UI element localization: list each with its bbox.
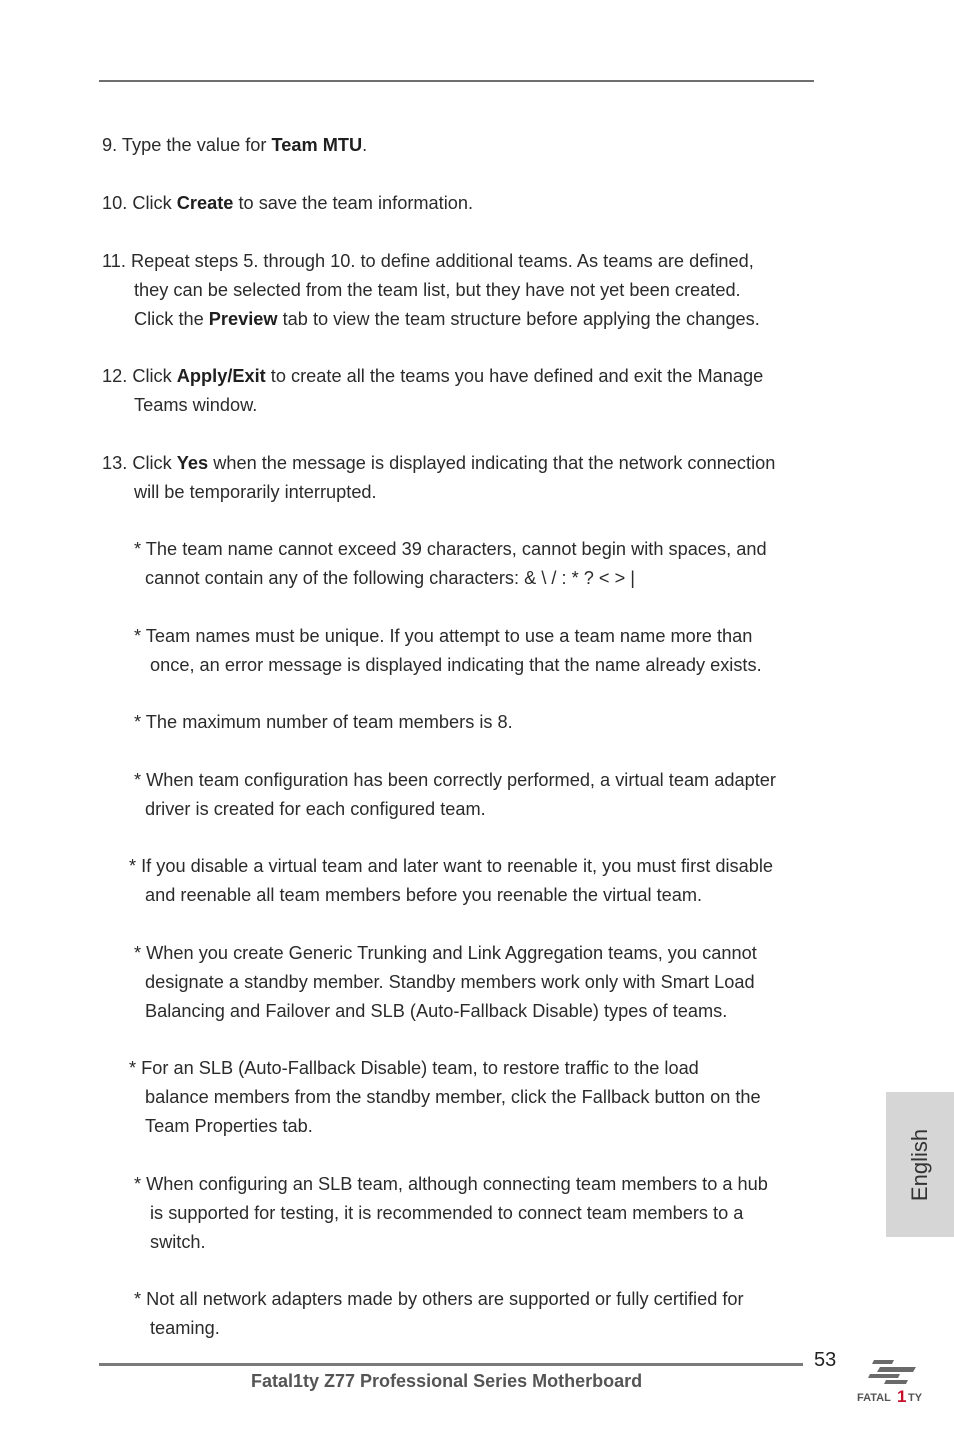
- top-rule: [99, 80, 814, 82]
- instruction-text: to save the team information.: [233, 193, 474, 213]
- note: [0, 535, 830, 593]
- note-line: * When team configuration has been correctly performed, a virtual team adapter: [134, 770, 776, 790]
- note: [0, 622, 830, 680]
- note-line: cannot contain any of the following characters: & \ / : * ? < > |: [145, 568, 636, 588]
- note-line: and reenable all team members before you reenable the virtual team.: [145, 885, 703, 905]
- note: [0, 852, 830, 910]
- instruction-line: [0, 391, 830, 420]
- instruction-line: [0, 449, 830, 478]
- ui-term: Apply/Exit: [176, 366, 266, 386]
- note-line: driver is created for each configured team.: [145, 799, 486, 819]
- note-line: switch.: [150, 1232, 206, 1252]
- instruction-text: to create all the teams you have defined and exit the Manage: [265, 366, 764, 386]
- fatal1ty-logo-icon: [856, 1354, 930, 1406]
- note-line: once, an error message is displayed indicating that the name already exists.: [150, 655, 762, 675]
- note: [0, 766, 830, 824]
- instruction-line: [0, 305, 830, 334]
- note-line: * When configuring an SLB team, although connecting team members to a hub: [134, 1174, 768, 1194]
- footer-title: Fatal1ty Z77 Professional Series Motherboard: [251, 1371, 643, 1391]
- note-line: is supported for testing, it is recommended to connect team members to a: [150, 1203, 744, 1223]
- instruction-step: [0, 247, 830, 334]
- instruction-line: [0, 247, 830, 276]
- note-line: * When you create Generic Trunking and Link Aggregation teams, you cannot: [134, 943, 757, 963]
- note: [0, 1170, 830, 1257]
- instruction-text: 13. Click: [102, 453, 177, 473]
- logo-text-right: TY: [908, 1392, 923, 1404]
- language-tab-label: English: [907, 1128, 932, 1201]
- instruction-text: Click the: [134, 309, 209, 329]
- instruction-text: 10. Click: [102, 193, 177, 213]
- note: [0, 1285, 830, 1343]
- note: [0, 1054, 830, 1141]
- instruction-line: [0, 131, 830, 160]
- ui-term: Create: [176, 193, 234, 213]
- instruction-step: [0, 449, 830, 507]
- instruction-text: 12. Click: [102, 366, 177, 386]
- instruction-line: [0, 189, 830, 218]
- note: [0, 708, 830, 737]
- note-line: * Team names must be unique. If you attempt to use a team name more than: [134, 626, 753, 646]
- instruction-step: [0, 189, 830, 218]
- instruction-line: [0, 362, 830, 391]
- note-line: balance members from the standby member, click the Fallback button on the: [145, 1087, 761, 1107]
- note-line: * Not all network adapters made by others are supported or fully certified for: [134, 1289, 744, 1309]
- ui-term: Team MTU: [271, 135, 363, 155]
- ui-term: Yes: [176, 453, 209, 473]
- page-number: 53: [814, 1349, 837, 1371]
- instruction-text: 11. Repeat steps 5. through 10. to define additional teams. As teams are defined,: [102, 251, 754, 271]
- note-line: * The maximum number of team members is 8.: [134, 712, 513, 732]
- note-line: Team Properties tab.: [145, 1116, 313, 1136]
- language-tab: [886, 1092, 954, 1237]
- note-line: teaming.: [150, 1318, 220, 1338]
- note: [0, 939, 830, 1026]
- note-line: designate a standby member. Standby members work only with Smart Load: [145, 972, 755, 992]
- instruction-line: [0, 276, 830, 305]
- instruction-text: 9. Type the value for: [102, 135, 272, 155]
- instruction-text: tab to view the team structure before applying the changes.: [277, 309, 760, 329]
- ui-term: Preview: [208, 309, 278, 329]
- instruction-text: will be temporarily interrupted.: [134, 482, 377, 502]
- note-line: * If you disable a virtual team and later want to reenable it, you must first disable: [129, 856, 773, 876]
- instruction-text: they can be selected from the team list, but they have not yet been created.: [134, 280, 741, 300]
- note-line: Balancing and Failover and SLB (Auto-Fallback Disable) types of teams.: [145, 1001, 728, 1021]
- logo-text-left: FATAL: [857, 1392, 891, 1404]
- instruction-step: [0, 131, 830, 160]
- instruction-text: .: [362, 135, 368, 155]
- bottom-rule: [99, 1363, 803, 1366]
- instruction-text: Teams window.: [134, 395, 258, 415]
- instruction-line: [0, 478, 830, 507]
- logo-text-one: 1: [897, 1387, 907, 1406]
- note-line: * For an SLB (Auto-Fallback Disable) team, to restore traffic to the load: [129, 1058, 699, 1078]
- instruction-text: when the message is displayed indicating that the network connection: [208, 453, 776, 473]
- instruction-step: [0, 362, 830, 420]
- note-line: * The team name cannot exceed 39 characters, cannot begin with spaces, and: [134, 539, 767, 559]
